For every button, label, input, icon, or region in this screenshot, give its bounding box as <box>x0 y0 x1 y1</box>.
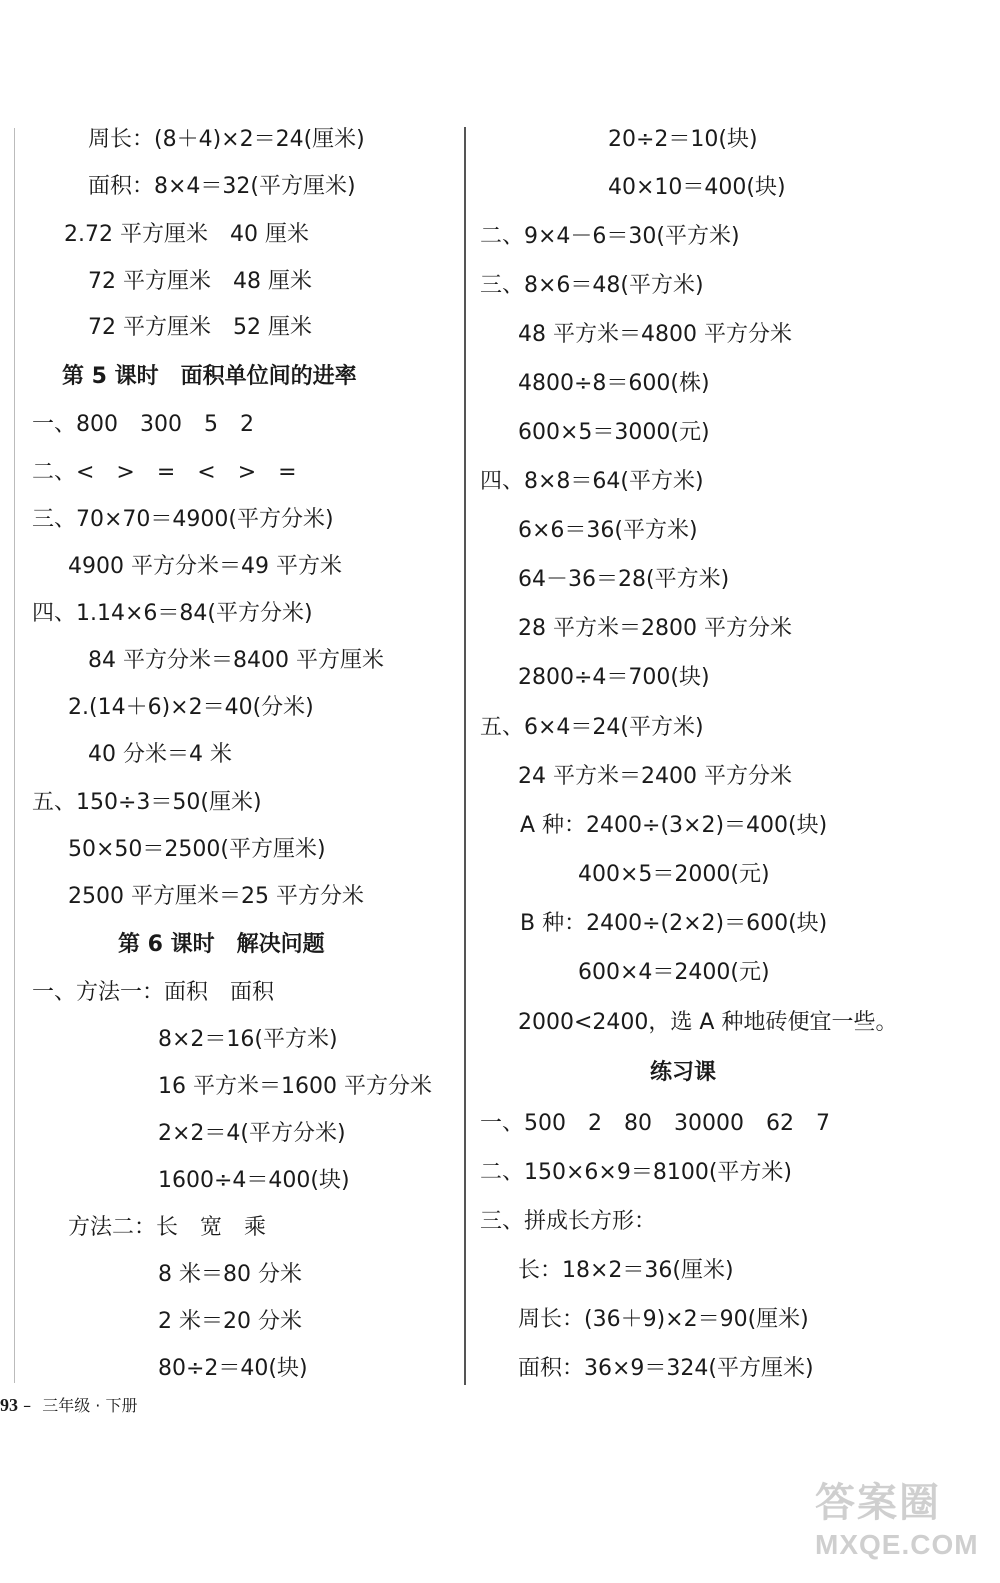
answer-line: 80÷2＝40(块) <box>158 1356 308 1381</box>
left-column <box>0 0 460 1400</box>
answer-line: 400×5＝2000(元) <box>578 862 770 887</box>
answer-line: 8×2＝16(平方米) <box>158 1027 338 1052</box>
section-heading: 第 6 课时 解决问题 <box>118 932 325 957</box>
watermark <box>815 1478 990 1578</box>
answer-line: 72 平方厘米 48 厘米 <box>88 269 312 294</box>
watermark-url: MXQE.COM <box>815 1529 979 1560</box>
answer-line: B 种：2400÷(2×2)＝600(块) <box>520 911 828 936</box>
answer-line: 一、方法一：面积 面积 <box>32 980 275 1005</box>
answer-line: 一、800 300 5 2 <box>32 412 254 437</box>
answer-line: 三、拼成长方形： <box>480 1209 657 1234</box>
answer-line: 40×10＝400(块) <box>608 175 786 200</box>
answer-line: 24 平方米＝2400 平方分米 <box>518 764 792 789</box>
answer-line: 2800÷4＝700(块) <box>518 665 710 690</box>
answer-line: 1600÷4＝400(块) <box>158 1168 350 1193</box>
watermark-logo: 答案圈 <box>815 1481 941 1525</box>
answer-line: 4900 平方分米＝49 平方米 <box>68 554 342 579</box>
answer-line: 面积：36×9＝324(平方厘米) <box>518 1356 814 1381</box>
answer-line: 三、70×70＝4900(平方分米) <box>32 507 334 532</box>
answer-line: 周长：(36＋9)×2＝90(厘米) <box>518 1307 809 1332</box>
answer-line: 2 米＝20 分米 <box>158 1309 302 1334</box>
answer-line: 48 平方米＝4800 平方分米 <box>518 322 792 347</box>
answer-line: 6×6＝36(平方米) <box>518 518 698 543</box>
grade-label: 三年级 · 下册 <box>42 1396 138 1415</box>
answer-line: 2500 平方厘米＝25 平方分米 <box>68 884 364 909</box>
page-footer <box>0 1394 137 1417</box>
answer-line: 三、8×6＝48(平方米) <box>480 273 704 298</box>
answer-line: 四、1.14×6＝84(平方分米) <box>32 601 313 626</box>
answer-line: 72 平方厘米 52 厘米 <box>88 315 312 340</box>
answer-line: 40 分米＝4 米 <box>88 742 232 767</box>
answer-line: 4800÷8＝600(株) <box>518 371 710 396</box>
answer-line: 20÷2＝10(块) <box>608 127 758 152</box>
answer-line: 二、9×4－6＝30(平方米) <box>480 224 740 249</box>
answer-line: 600×4＝2400(元) <box>578 960 770 985</box>
answer-line: 面积：8×4＝32(平方厘米) <box>88 174 356 199</box>
answer-line: 2×2＝4(平方分米) <box>158 1121 346 1146</box>
answer-line: A 种：2400÷(3×2)＝400(块) <box>520 813 828 838</box>
section-heading: 第 5 课时 面积单位间的进率 <box>62 364 357 389</box>
answer-line: 28 平方米＝2800 平方分米 <box>518 616 792 641</box>
answer-line: 600×5＝3000(元) <box>518 420 710 445</box>
answer-line: 2.(14＋6)×2＝40(分米) <box>68 695 314 720</box>
answer-line: 50×50＝2500(平方厘米) <box>68 837 326 862</box>
page-number: 93 <box>0 1395 18 1415</box>
answer-line: 长：18×2＝36(厘米) <box>518 1258 734 1283</box>
answer-line: 五、150÷3＝50(厘米) <box>32 790 262 815</box>
column-divider <box>464 127 466 1385</box>
answer-line: 2000<2400，选 A 种地砖便宜一些。 <box>518 1010 898 1035</box>
answer-line: 四、8×8＝64(平方米) <box>480 469 704 494</box>
answer-line: 二、150×6×9＝8100(平方米) <box>480 1160 793 1185</box>
answer-line: 64－36＝28(平方米) <box>518 567 730 592</box>
footer-dash: – <box>23 1396 32 1415</box>
answer-line: 二、< > = < > = <box>32 460 297 485</box>
answer-line: 16 平方米＝1600 平方分米 <box>158 1074 432 1099</box>
answer-line: 84 平方分米＝8400 平方厘米 <box>88 648 384 673</box>
answer-line: 周长：(8＋4)×2＝24(厘米) <box>88 127 365 152</box>
answer-line: 2.72 平方厘米 40 厘米 <box>64 222 309 247</box>
answer-line: 8 米＝80 分米 <box>158 1262 302 1287</box>
answer-line: 五、6×4＝24(平方米) <box>480 715 704 740</box>
answer-line: 方法二：长 宽 乘 <box>68 1215 267 1240</box>
right-column <box>470 0 1000 1400</box>
section-heading: 练习课 <box>650 1060 717 1085</box>
answer-line: 一、500 2 80 30000 62 7 <box>480 1111 830 1136</box>
